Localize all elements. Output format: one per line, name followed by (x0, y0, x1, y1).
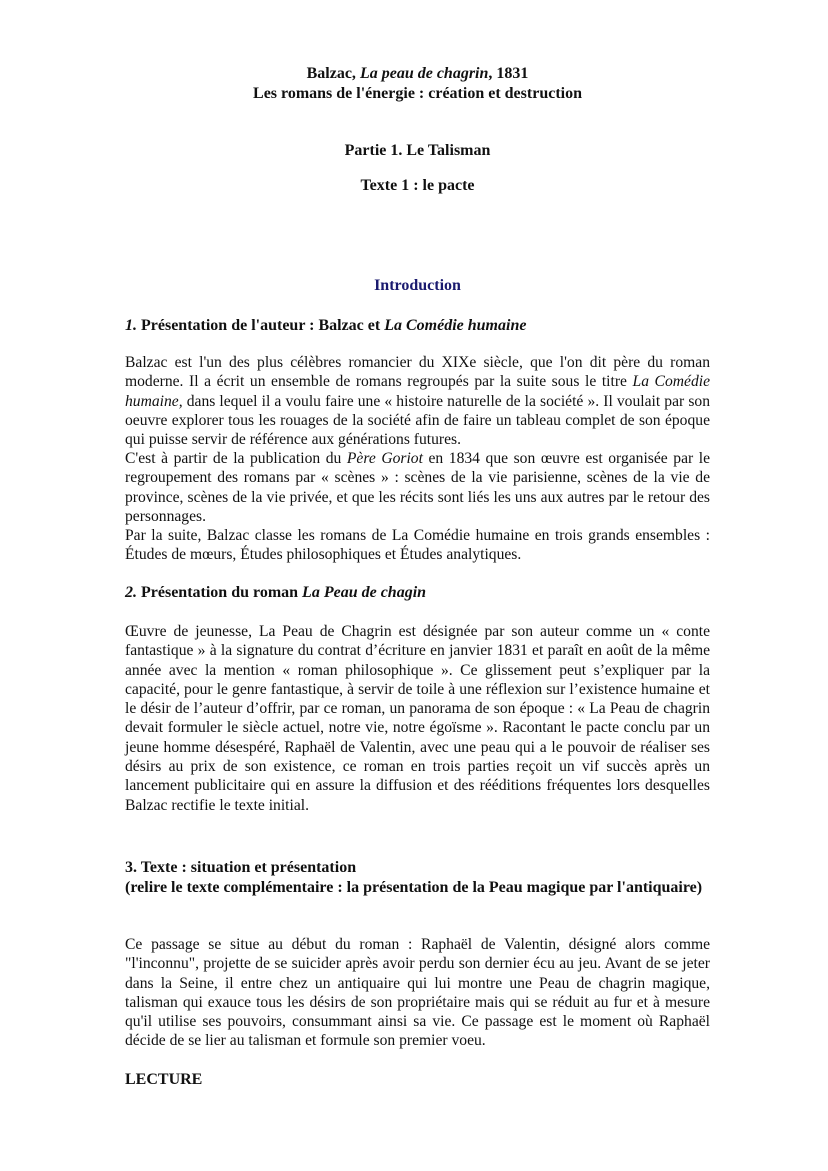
section3-paragraph: Ce passage se situe au début du roman : Raphaël de Valentin, désigné alors comme "l'inconnu", projette de se suicider après avoir perdu son dernier écu au jeu. Avant de se jeter dans la Seine, il entre chez un antiquaire qui lui montre une Peau de chagrin magique, talisman qui exauce tous les désirs de son propriétaire mais qui se réduit au fur et à mesure qu'il utilise ses pouvoirs, consummant ainsi sa vie. Ce passage est le moment où Raphaël décide de se lier au talisman et formule son premier voeu. (125, 936, 710, 1050)
subtitle: Les romans de l'énergie : création et destruction (253, 85, 582, 102)
document-title (125, 64, 710, 104)
part-heading: Partie 1. Le Talisman (344, 142, 491, 159)
section3-subheading: (relire le texte complémentaire : la présentation de la Peau magique par l'antiquaire) (125, 879, 703, 896)
section1-heading: 1. Présentation de l'auteur : Balzac et La Comédie humaine (125, 317, 527, 334)
section3-heading: 3. Texte : situation et présentation (125, 859, 357, 876)
work-title: La peau de chagrin (359, 65, 489, 82)
section1-paragraph-1: Balzac est l'un des plus célèbres romancier du XIXe siècle, que l'on dit père du roman moderne. Il a écrit un ensemble de romans regroupés par la suite sous le titre La Comédie humaine, dans lequel il a voulu faire une « histoire naturelle de la société ». Il voulait par son oeuvre explorer tous les rouages de la société afin de faire un tableau complet de son époque qui puisse servir de référence aux générations futures. (125, 354, 710, 449)
introduction-heading: Introduction (374, 277, 461, 294)
title-line: Balzac, La peau de chagrin, 1831 (306, 65, 529, 82)
section1-paragraph-3: Par la suite, Balzac classe les romans de La Comédie humaine en trois grands ensembles : Études de mœurs, Études philosophiques et Études analytiques. (125, 527, 710, 564)
lecture-heading: LECTURE (125, 1071, 203, 1088)
section2-heading: 2. Présentation du roman La Peau de chagin (125, 584, 427, 601)
section2-paragraph: Œuvre de jeunesse, La Peau de Chagrin est désignée par son auteur comme un « conte fantastique » à la signature du contrat d’écriture en janvier 1831 et paraît en août de la même année avec la mention « roman philosophique ». Ce glissement peut s’expliquer par la capacité, pour le genre fantastique, à servir de toile à une réflexion sur l’existence humaine et le désir de l’auteur d’offrir, par ce roman, un panorama de son époque : « La Peau de chagrin devait formuler le siècle actuel, notre vie, notre égoïsme ». Racontant le pacte conclu par un jeune homme désespéré, Raphaël de Valentin, avec une peau qui a le pouvoir de réaliser ses désirs au prix de son existence, ce roman en trois parties reçoit un vif succès après un lancement publicitaire qui en assure la diffusion et des rééditions fréquentes lors desquelles Balzac rectifie le texte initial. (125, 623, 710, 814)
text-heading: Texte 1 : le pacte (360, 177, 475, 194)
section1-paragraph-2: C'est à partir de la publication du Père Goriot en 1834 que son œuvre est organisée par le regroupement des romans par « scènes » : scènes de la vie parisienne, scènes de la vie de province, scènes de la vie privée, et que les récits sont liés les uns aux autres par le retour des personnages. (125, 450, 711, 525)
